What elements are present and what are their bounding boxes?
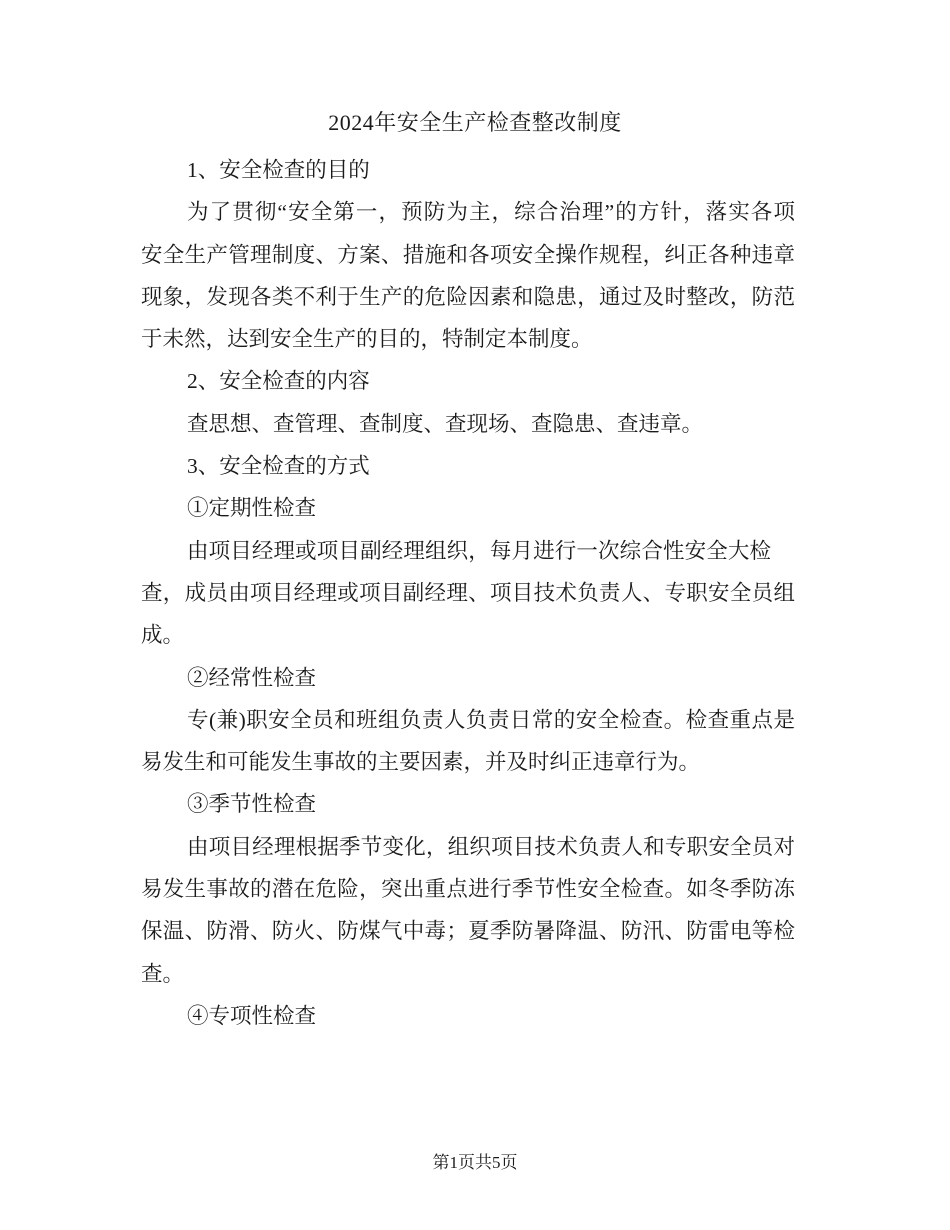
subsection-heading: ①定期性检查	[187, 496, 317, 521]
page-number-footer: 第1页共5页	[432, 1153, 518, 1172]
section-heading: 1、安全检查的目的	[187, 158, 370, 182]
paragraph-line: 成。	[141, 623, 185, 648]
paragraph-line: 为了贯彻“安全第一，预防为主，综合治理”的方针，落实各项	[187, 200, 795, 225]
document-title: 2024年安全生产检查整改制度	[328, 110, 622, 135]
section-heading: 2、安全检查的内容	[187, 369, 370, 394]
paragraph-line: 安全生产管理制度、方案、措施和各项安全操作规程，纠正各种违章	[141, 242, 795, 267]
paragraph-line: 查。	[141, 961, 185, 986]
paragraph-line: 易发生和可能发生事故的主要因素，并及时纠正违章行为。	[141, 750, 701, 775]
paragraph-line: 现象，发现各类不利于生产的危险因素和隐患，通过及时整改，防范	[141, 284, 795, 309]
document-body	[141, 149, 795, 1037]
paragraph-line: 专(兼)职安全员和班组负责人负责日常的安全检查。检查重点是	[187, 707, 795, 732]
subsection-heading: ③季节性检查	[187, 792, 317, 817]
subsection-heading: ②经常性检查	[187, 665, 317, 690]
paragraph-line: 易发生事故的潜在危险，突出重点进行季节性安全检查。如冬季防冻	[141, 877, 795, 902]
paragraph-line: 由项目经理或项目副经理组织，每月进行一次综合性安全大检	[187, 538, 771, 563]
paragraph-line: 于未然，达到安全生产的目的，特制定本制度。	[141, 327, 593, 352]
paragraph-line: 由项目经理根据季节变化，组织项目技术负责人和专职安全员对	[187, 834, 795, 859]
paragraph-line: 查思想、查管理、查制度、查现场、查隐患、查违章。	[187, 411, 704, 436]
paragraph-line: 查，成员由项目经理或项目副经理、项目技术负责人、专职安全员组	[141, 580, 795, 605]
section-heading: 3、安全检查的方式	[187, 454, 370, 479]
subsection-heading: ④专项性检查	[187, 1003, 317, 1028]
paragraph-line: 保温、防滑、防火、防煤气中毒；夏季防暑降温、防汛、防雷电等检	[141, 919, 795, 944]
